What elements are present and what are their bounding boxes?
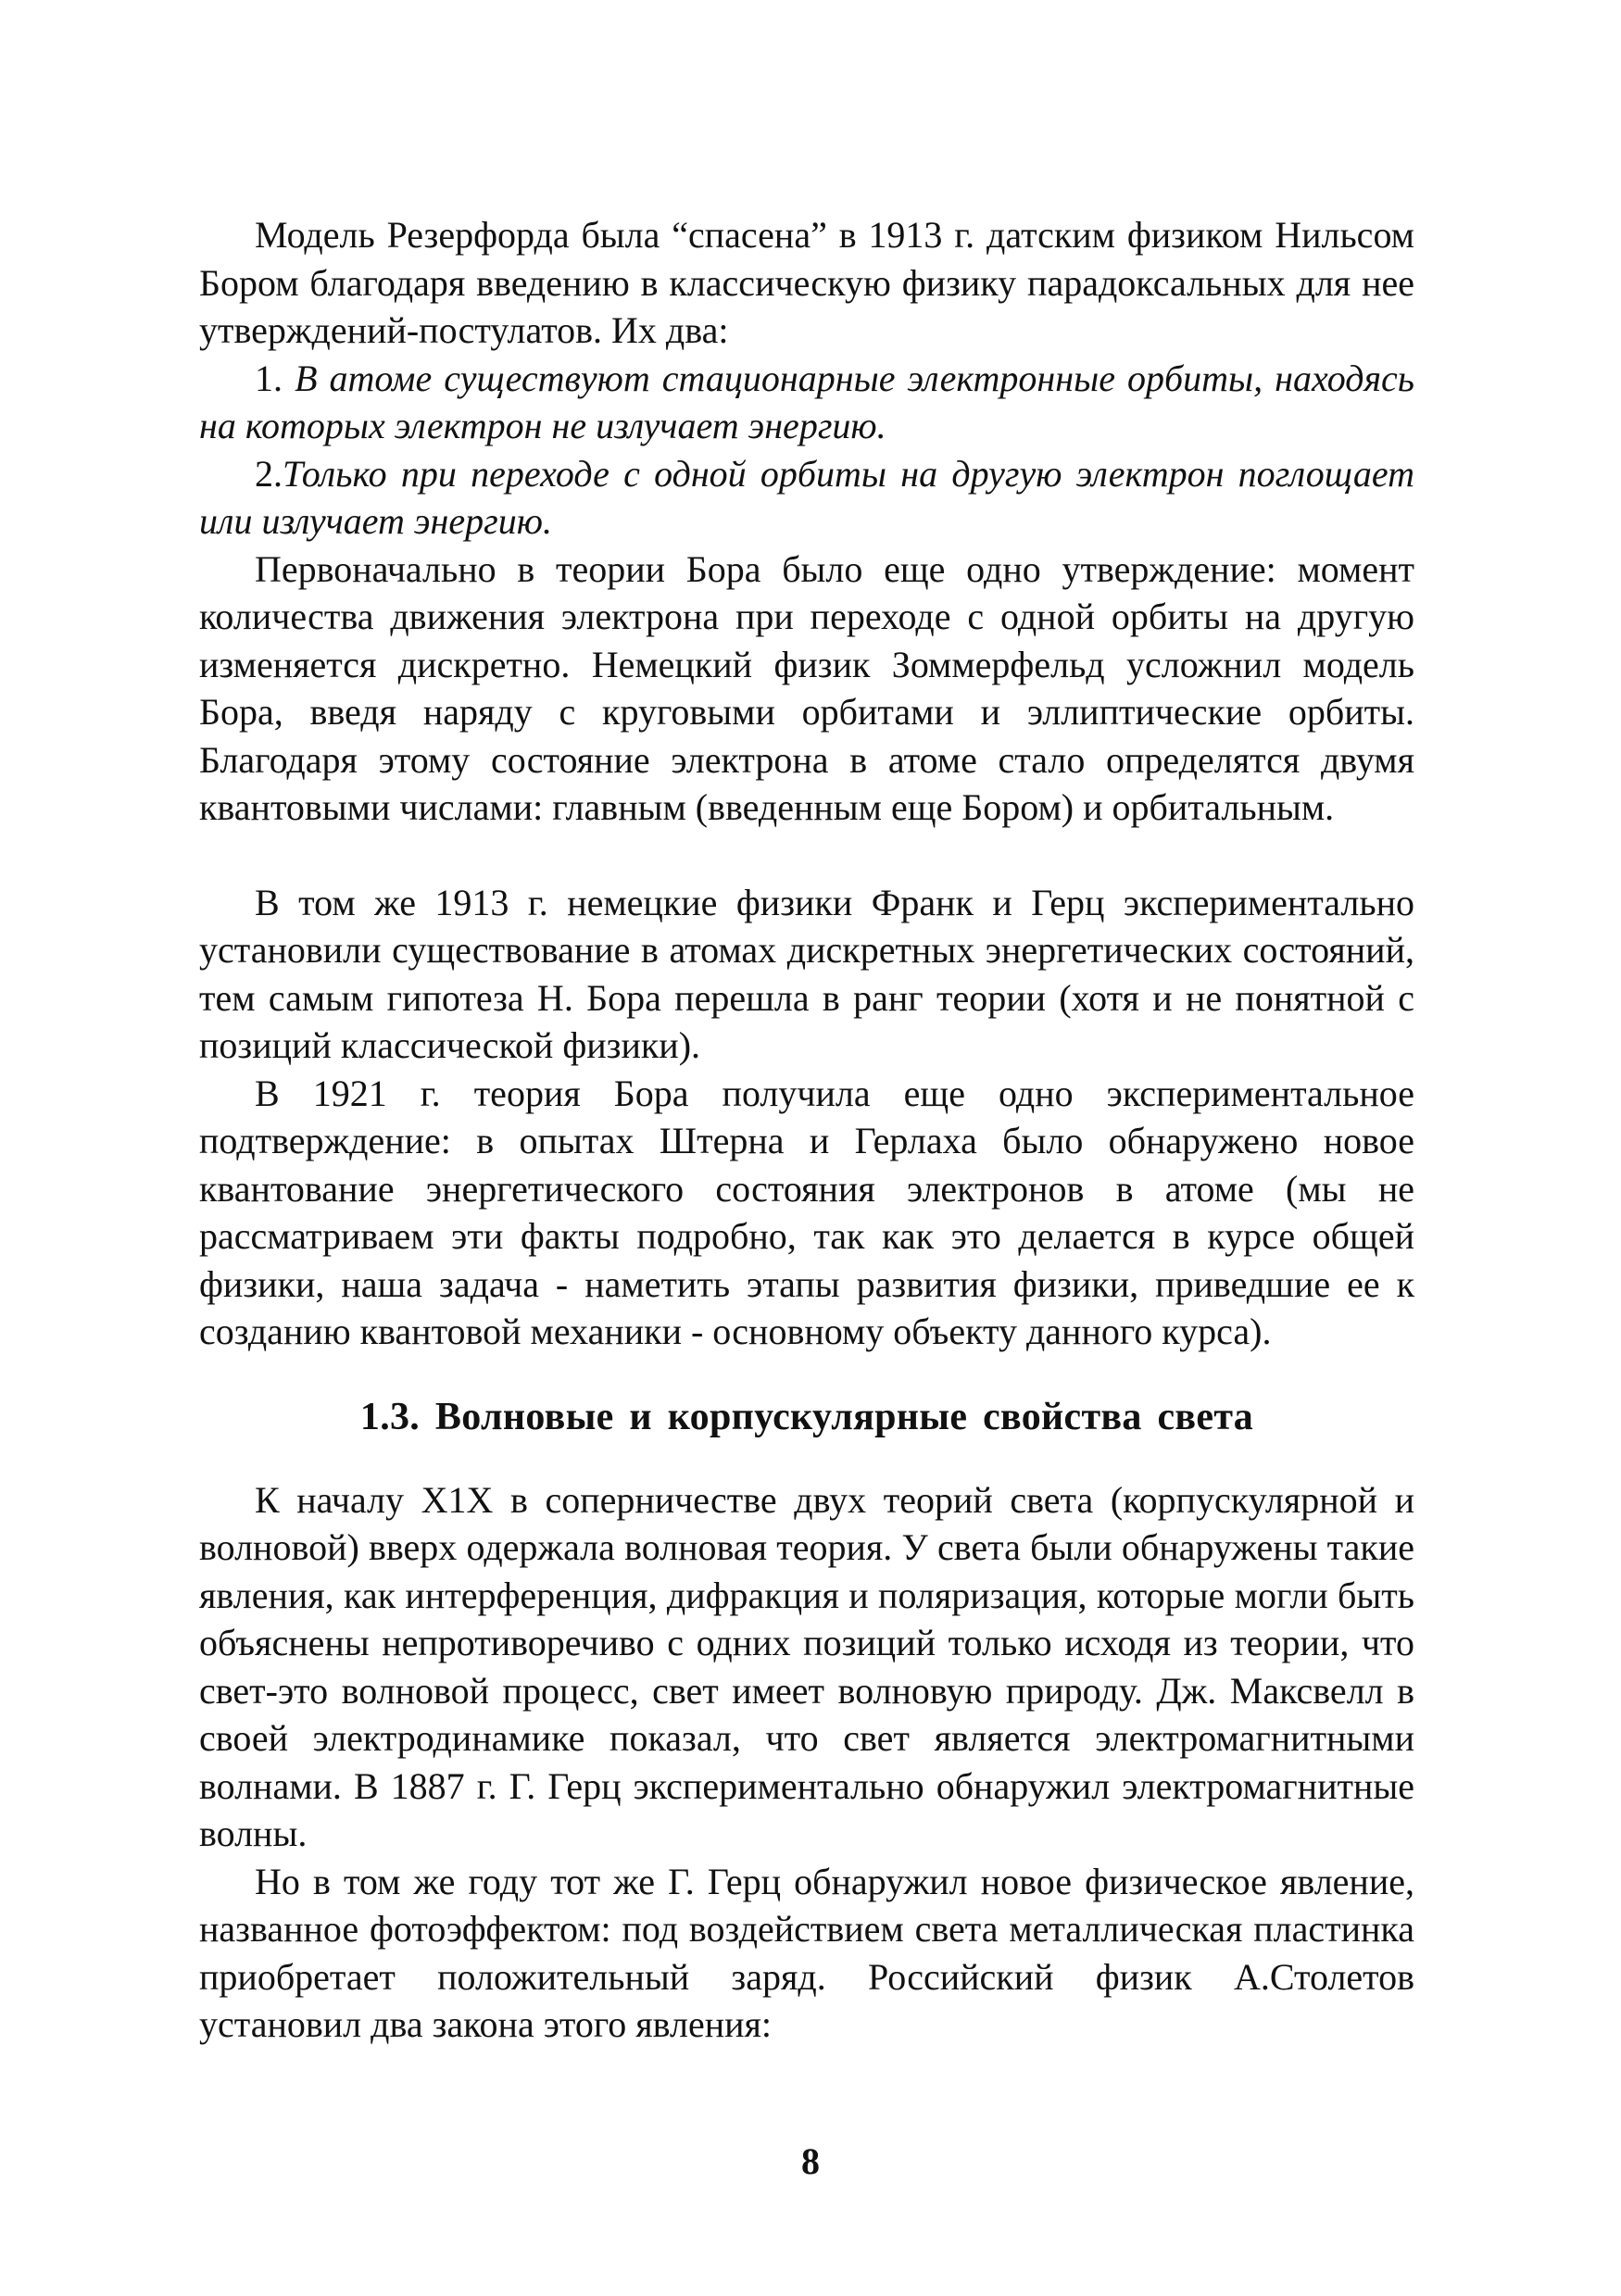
paragraph-sommerfeld: Первоначально в теории Бора было еще одно утверждение: момент количества движения электрона при переходе с одной орбиты на другую изменяется дискретно. Немецкий физик Зоммерфельд усложнил модель Бора, введя наряду с круговыми орбитами и эллиптические орбиты. Благодаря этому состояние электрона в атоме стало определятся двумя квантовыми числами: главным (введенным еще Бором) и орбитальным. xyxy=(199,547,1414,828)
postulate-1 xyxy=(199,355,1414,450)
paragraph-franck-hertz: В том же 1913 г. немецкие физики Франк и Герц экспериментально установили существование в атомах дискретных энергетических состояний, тем самым гипотеза Н. Бора перешла в ранг теории (хотя и не понятной с позиций классической физики). xyxy=(199,881,1414,1066)
paragraph-gap xyxy=(199,832,1414,879)
postulate-2-number: 2. xyxy=(255,452,283,495)
paragraph-photoeffect: Но в том же году тот же Г. Герц обнаружил новое физическое явление, названное фотоэффектом: под воздействием света металлическая пластинка приобретает положительный заряд. Российский физик А.Столетов установил два закона этого явления: xyxy=(199,1860,1414,2045)
paragraph-wave-theory: К началу Х1Х в соперничестве двух теорий света (корпускулярной и волновой) вверх одержала волновая теория. У света были обнаружены такие явления, как интерференция, дифракция и поляризация, которые могли быть объяснены непротиворечиво с одних позиций только исходя из теории, что свет-это волновой процесс, свет имеет волновую природу. Дж. Максвелл в своей электродинамике показал, что свет является электромагнитными волнами. В 1887 г. Г. Герц экспериментально обнаружил электромагнитные волны. xyxy=(199,1478,1414,1854)
postulate-2 xyxy=(199,450,1414,546)
paragraph-stern-gerlach: В 1921 г. теория Бора получила еще одно экспериментальное подтверждение: в опытах Штерна и Герлаха было обнаружено новое квантование энергетического состояния электронов в атоме (мы не рассматриваем эти факты подробно, так как это делается в курсе общей физики, наша задача - наметить этапы развития физики, приведшие ее к созданию квантовой механики - основному объекту данного курса). xyxy=(199,1072,1414,1352)
postulate-1-text: В атоме существуют стационарные электронные орбиты, находясь на которых электрон не излучает энергию. xyxy=(199,357,1415,446)
paragraph-rutherford-model: Модель Резерфорда была “спасена” в 1913 г. датским физиком Нильсом Бором благодаря введению в классическую физику парадоксальных для нее утверждений-постулатов. Их два: xyxy=(199,214,1414,351)
section-heading: 1.3. Волновые и корпускулярные свойства света xyxy=(359,1395,1254,1438)
page-number: 8 xyxy=(801,2140,820,2182)
postulate-2-text: Только при переходе с одной орбиты на другую электрон поглощает или излучает энергию. xyxy=(199,452,1414,542)
postulate-1-number: 1. xyxy=(255,357,295,399)
page-body xyxy=(199,211,1414,2049)
